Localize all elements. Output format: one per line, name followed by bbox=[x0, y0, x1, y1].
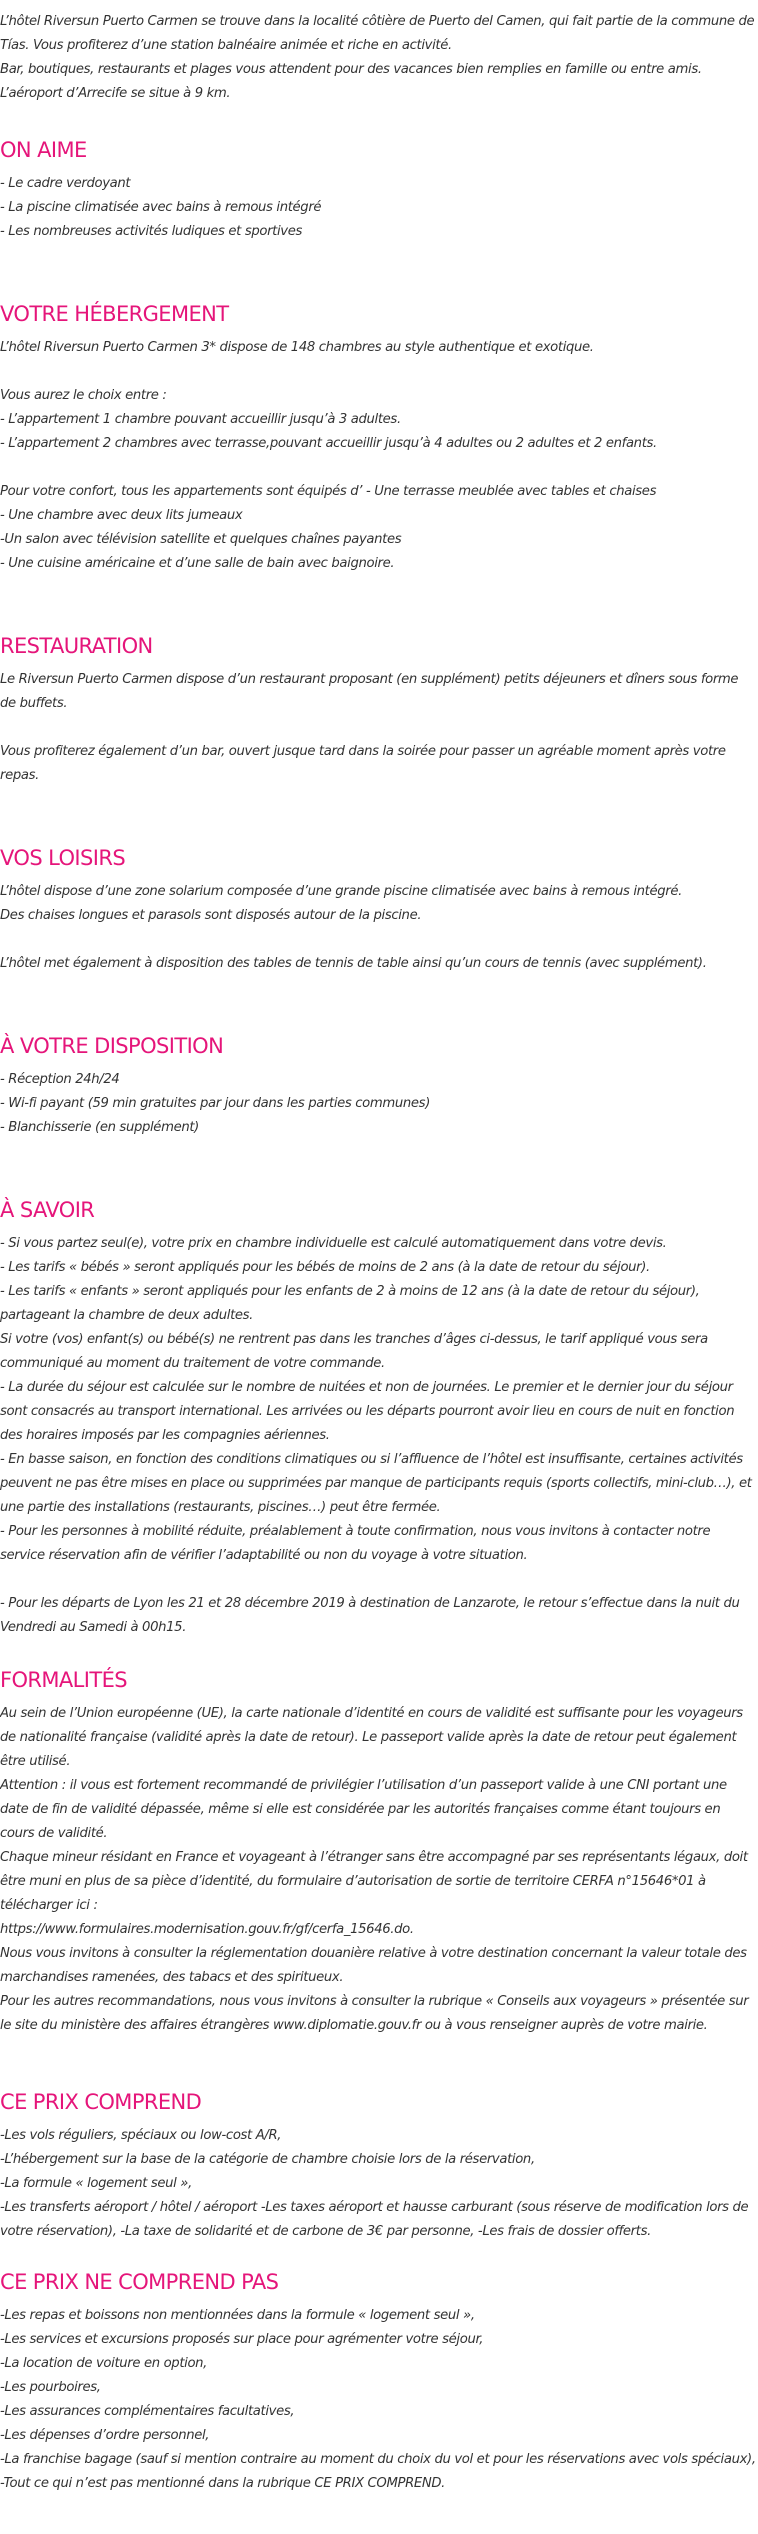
restauration-text-2: Vous profiterez également d’un bar, ouvert jusque tard dans la soirée pour passer un agréable moment après votre repas. bbox=[0, 744, 726, 783]
list-item: -Les dépenses d’ordre personnel, bbox=[0, 2428, 210, 2443]
list-item: Chaque mineur résidant en France et voyageant à l’étranger sans être accompagné par ses représentants légaux, doit être muni en plus de sa pièce d’identité, du formulaire d’autorisation de sortie de territoire CERFA n°15646*01 à télécharger ici : bbox=[0, 1850, 748, 1913]
list-item: - La durée du séjour est calculée sur le nombre de nuitées et non de journées. Le premier et le dernier jour du séjour sont consacrés au transport international. Les arrivées ou les départs pourront avoir lieu en cours de nuit en fonction des horaires imposés par les compagnies aériennes. bbox=[0, 1380, 735, 1443]
loisirs-text: L’hôtel dispose d’une zone solarium composée d’une grande piscine climatisée avec bains à remous intégré. bbox=[0, 884, 682, 899]
section-title-hebergement: VOTRE HÉBERGEMENT bbox=[0, 302, 229, 326]
list-item: -Les repas et boissons non mentionnées dans la formule « logement seul », bbox=[0, 2308, 475, 2323]
section-title-ne-comprend: CE PRIX NE COMPREND PAS bbox=[0, 2270, 279, 2294]
cerfa-link[interactable]: https://www.formulaires.modernisation.gouv.fr/gf/cerfa_15646.do. bbox=[0, 1922, 414, 1937]
savoir-note: - Pour les départs de Lyon les 21 et 28 décembre 2019 à destination de Lanzarote, le retour s’effectue dans la nuit du Vendredi au Samedi à 00h15. bbox=[0, 1596, 740, 1635]
list-item: - Le cadre verdoyant bbox=[0, 176, 131, 191]
intro-text-3: L’aéroport d’Arrecife se situe à 9 km. bbox=[0, 86, 231, 101]
list-item: -Un salon avec télévision satellite et quelques chaînes payantes bbox=[0, 532, 402, 547]
list-item: -L’hébergement sur la base de la catégorie de chambre choisie lors de la réservation, bbox=[0, 2152, 535, 2167]
list-item: -La formule « logement seul », bbox=[0, 2176, 192, 2191]
list-item: -Les transferts aéroport / hôtel / aéroport -Les taxes aéroport et hausse carburant (sous réserve de modification lors de votre réservation), -La taxe de solidarité et de carbone de 3€ par personne, -Les frais de dossier offerts. bbox=[0, 2200, 749, 2239]
list-item: - En basse saison, en fonction des conditions climatiques ou si l’affluence de l’hôtel est insuffisante, certaines activités peuvent ne pas être mises en place ou supprimées par manque de participants requis (sports collectifs, mini-club…), et une partie des installations (restaurants, piscines…) peut être fermée. bbox=[0, 1452, 752, 1515]
section-title-loisirs: VOS LOISIRS bbox=[0, 846, 126, 870]
list-item: - L’appartement 2 chambres avec terrasse,pouvant accueillir jusqu’à 4 adultes ou 2 adultes et 2 enfants. bbox=[0, 436, 657, 451]
intro-text-1: L’hôtel Riversun Puerto Carmen se trouve dans la localité côtière de Puerto del Camen, qui fait partie de la commune de Tías. Vous profiterez d’une station balnéaire animée et riche en activité. bbox=[0, 14, 755, 53]
list-item: -Les pourboires, bbox=[0, 2380, 101, 2395]
section-title-formalites: FORMALITÉS bbox=[0, 1668, 128, 1692]
section-title-comprend: CE PRIX COMPREND bbox=[0, 2090, 202, 2114]
list-item: Nous vous invitons à consulter la réglementation douanière relative à votre destination concernant la valeur totale des marchandises ramenées, des tabacs et des spiritueux. bbox=[0, 1946, 747, 1985]
list-item: - Une chambre avec deux lits jumeaux bbox=[0, 508, 243, 523]
list-item: - Une cuisine américaine et d’une salle de bain avec baignoire. bbox=[0, 556, 395, 571]
list-item: Attention : il vous est fortement recommandé de privilégier l’utilisation d’un passeport valide à une CNI portant une date de fin de validité dépassée, même si elle est considérée par les autorités françaises comme étant toujours en cours de validité. bbox=[0, 1778, 727, 1841]
loisirs-text: L’hôtel met également à disposition des tables de tennis de table ainsi qu’un cours de tennis (avec supplément). bbox=[0, 956, 707, 971]
intro-text-2: Bar, boutiques, restaurants et plages vous attendent pour des vacances bien remplies en famille ou entre amis. bbox=[0, 62, 702, 77]
hebergement-intro: L’hôtel Riversun Puerto Carmen 3* dispose de 148 chambres au style authentique et exotique. bbox=[0, 340, 594, 355]
list-item: - Réception 24h/24 bbox=[0, 1072, 120, 1087]
list-item: Pour votre confort, tous les appartements sont équipés d’ - Une terrasse meublée avec tables et chaises bbox=[0, 484, 657, 499]
list-item: Si votre (vos) enfant(s) ou bébé(s) ne rentrent pas dans les tranches d’âges ci-dessus, le tarif appliqué vous sera communiqué au moment du traitement de votre commande. bbox=[0, 1332, 708, 1371]
list-item: Pour les autres recommandations, nous vous invitons à consulter la rubrique « Conseils aux voyageurs » présentée sur le site du ministère des affaires étrangères www.diplomatie.gouv.fr ou à vous renseigner auprès de votre mairie. bbox=[0, 1994, 749, 2033]
restauration-text-1: Le Riversun Puerto Carmen dispose d’un restaurant proposant (en supplément) petits déjeuners et dîners sous forme de buffets. bbox=[0, 672, 739, 711]
list-item: - Les tarifs « enfants » seront appliqués pour les enfants de 2 à moins de 12 ans (à la date de retour du séjour), partageant la chambre de deux adultes. bbox=[0, 1284, 700, 1323]
section-title-disposition: À VOTRE DISPOSITION bbox=[0, 1034, 224, 1058]
list-item: -Les vols réguliers, spéciaux ou low-cost A/R, bbox=[0, 2128, 282, 2143]
section-title-restauration: RESTAURATION bbox=[0, 634, 153, 658]
list-item: -La franchise bagage (sauf si mention contraire au moment du choix du vol et pour les réservations avec vols spéciaux), bbox=[0, 2452, 756, 2467]
list-item: Vous aurez le choix entre : bbox=[0, 388, 167, 403]
list-item: Au sein de l’Union européenne (UE), la carte nationale d’identité en cours de validité est suffisante pour les voyageurs de nationalité française (validité après la date de retour). Le passeport valide après la date de retour peut également être utilisé. bbox=[0, 1706, 743, 1769]
list-item: - Les nombreuses activités ludiques et sportives bbox=[0, 224, 303, 239]
list-item: -Tout ce qui n’est pas mentionné dans la rubrique CE PRIX COMPREND. bbox=[0, 2476, 446, 2491]
list-item: - Si vous partez seul(e), votre prix en chambre individuelle est calculé automatiquement dans votre devis. bbox=[0, 1236, 667, 1251]
loisirs-text: Des chaises longues et parasols sont disposés autour de la piscine. bbox=[0, 908, 422, 923]
section-title-on-aime: ON AIME bbox=[0, 138, 87, 162]
list-item: -Les services et excursions proposés sur place pour agrémenter votre séjour, bbox=[0, 2332, 484, 2347]
list-item: - Les tarifs « bébés » seront appliqués pour les bébés de moins de 2 ans (à la date de retour du séjour). bbox=[0, 1260, 650, 1275]
list-item: - Wi-fi payant (59 min gratuites par jour dans les parties communes) bbox=[0, 1096, 430, 1111]
list-item: - L’appartement 1 chambre pouvant accueillir jusqu’à 3 adultes. bbox=[0, 412, 401, 427]
section-title-savoir: À SAVOIR bbox=[0, 1198, 95, 1222]
list-item: -Les assurances complémentaires facultatives, bbox=[0, 2404, 295, 2419]
list-item: - Pour les personnes à mobilité réduite, préalablement à toute confirmation, nous vous invitons à contacter notre service réservation afin de vérifier l’adaptabilité ou non du voyage à votre situation. bbox=[0, 1524, 711, 1563]
list-item: - Blanchisserie (en supplément) bbox=[0, 1120, 199, 1135]
list-item: -La location de voiture en option, bbox=[0, 2356, 208, 2371]
list-item: - La piscine climatisée avec bains à remous intégré bbox=[0, 200, 322, 215]
